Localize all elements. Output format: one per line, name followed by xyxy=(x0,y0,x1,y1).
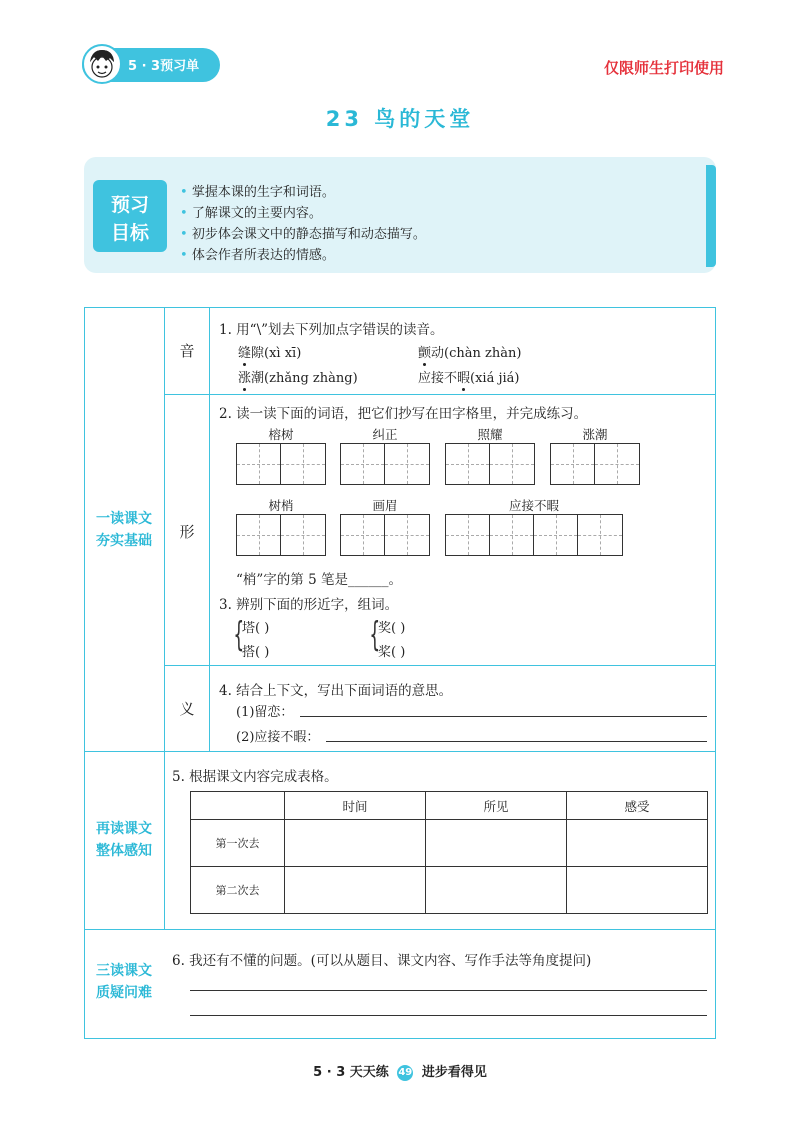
objectives-list xyxy=(180,182,426,266)
row-label: 第一次去 xyxy=(191,820,285,867)
tianzige-box[interactable] xyxy=(236,443,326,485)
word-rest: 动 xyxy=(431,346,445,361)
question-4: 4. 结合上下文，写出下面词语的意思。 xyxy=(219,683,453,699)
objectives-badge xyxy=(93,180,167,252)
question-3: 3. 辨别下面的形近字，组词。 xyxy=(219,597,399,613)
answer-line[interactable] xyxy=(326,741,707,742)
stage2-label-line2: 整体感知 xyxy=(96,843,152,859)
print-note: 仅限师生打印使用 xyxy=(603,59,724,77)
word-label: 画眉 xyxy=(372,498,398,513)
footer-brand: 5 · 3 天天练 xyxy=(313,1065,389,1080)
table-header xyxy=(191,792,285,820)
word-label: 纠正 xyxy=(372,427,398,442)
category-shape: 形 xyxy=(179,523,195,541)
word-label: 树梢 xyxy=(268,498,294,513)
word-label: 涨潮 xyxy=(582,427,608,442)
objective-item: • 体会作者所表达的情感。 xyxy=(180,245,426,266)
category-sound: 音 xyxy=(179,342,195,360)
stroke-question: “梢”字的第 5 笔是______。 xyxy=(236,572,402,588)
dotted-char: 颤 xyxy=(418,346,432,361)
tianzige-box[interactable] xyxy=(236,514,326,556)
badge-line-1: 预习 xyxy=(110,194,149,216)
grid-line xyxy=(164,665,716,666)
stage1-label xyxy=(84,508,164,552)
pinyin-options: (xì xī) xyxy=(264,346,302,361)
objectives-tab xyxy=(706,165,716,267)
similar-char: 桨( ) xyxy=(378,645,406,660)
pinyin-options: (xiá jiá) xyxy=(470,371,520,386)
similar-char: 奖( ) xyxy=(378,621,406,636)
brand-label: 5 · 3预习单 xyxy=(128,59,200,74)
stage1-label-line1: 一读课文 xyxy=(96,511,152,527)
stage2-label xyxy=(84,818,164,862)
cartoon-avatar xyxy=(82,44,122,84)
grid-line xyxy=(84,929,716,930)
table-row xyxy=(191,820,708,867)
table-cell[interactable] xyxy=(426,820,567,867)
badge-line-2: 目标 xyxy=(110,222,149,244)
grid-line xyxy=(84,307,85,1038)
word-rest: 隙 xyxy=(251,346,265,361)
page-title: 23 鸟的天堂 xyxy=(325,107,475,131)
stage3-label-line1: 三读课文 xyxy=(96,963,152,979)
footer xyxy=(0,1061,800,1081)
grid-line xyxy=(84,1038,716,1039)
question-2: 2. 读一读下面的词语，把它们抄写在田字格里，并完成练习。 xyxy=(219,406,588,422)
summary-table xyxy=(190,791,708,914)
answer-line[interactable] xyxy=(190,1015,707,1016)
page-number: 49 xyxy=(397,1065,413,1081)
stage3-label-line2: 质疑问难 xyxy=(96,985,152,1001)
objective-item: • 初步体会课文中的静态描写和动态描写。 xyxy=(180,224,426,245)
word-rest: 潮 xyxy=(251,371,265,386)
word-label: 照耀 xyxy=(477,427,503,442)
stage3-label xyxy=(84,960,164,1004)
grid-line xyxy=(84,751,716,752)
pinyin-item xyxy=(238,367,358,386)
table-cell[interactable] xyxy=(567,820,708,867)
answer-line[interactable] xyxy=(300,716,707,717)
table-cell[interactable] xyxy=(285,820,426,867)
table-cell[interactable] xyxy=(567,867,708,914)
table-cell[interactable] xyxy=(285,867,426,914)
tianzige-box[interactable] xyxy=(340,514,430,556)
answer-line[interactable] xyxy=(190,990,707,991)
question-5: 5. 根据课文内容完成表格。 xyxy=(172,769,338,785)
tianzige-box[interactable] xyxy=(445,514,623,556)
pinyin-item xyxy=(238,342,301,361)
objective-item: • 了解课文的主要内容。 xyxy=(180,203,426,224)
meaning-item: (1)留恋： xyxy=(236,705,294,720)
stage1-label-line2: 夯实基础 xyxy=(96,533,152,549)
row-label: 第二次去 xyxy=(191,867,285,914)
word-label: 榕树 xyxy=(268,427,294,442)
word-rest: 应接不 xyxy=(418,371,458,386)
footer-slogan: 进步看得见 xyxy=(421,1065,487,1080)
similar-char: 塔( ) xyxy=(242,621,270,636)
tianzige-box[interactable] xyxy=(445,443,535,485)
objective-item: • 掌握本课的生字和词语。 xyxy=(180,182,426,203)
brace-icon: { xyxy=(233,615,245,655)
question-1: 1. 用“\”划去下列加点字错误的读音。 xyxy=(219,322,444,338)
meaning-item: (2)应接不暇： xyxy=(236,730,320,745)
pinyin-options: (zhǎng zhàng) xyxy=(264,371,358,386)
dotted-char: 涨 xyxy=(238,371,252,386)
similar-char: 搭( ) xyxy=(242,645,270,660)
stage2-label-line1: 再读课文 xyxy=(96,821,152,837)
tianzige-box[interactable] xyxy=(550,443,640,485)
table-header-row xyxy=(191,792,708,820)
dotted-char: 暇 xyxy=(457,371,471,386)
table-header: 所见 xyxy=(426,792,567,820)
category-meaning: 义 xyxy=(179,700,195,718)
word-label: 应接不暇 xyxy=(508,498,559,513)
brace-icon: { xyxy=(369,615,381,655)
grid-line xyxy=(164,394,716,395)
table-header: 感受 xyxy=(567,792,708,820)
pinyin-options: (chàn zhàn) xyxy=(444,346,522,361)
grid-line xyxy=(715,307,716,1038)
grid-line xyxy=(84,307,716,308)
pinyin-item xyxy=(418,342,521,361)
grid-line xyxy=(164,307,165,929)
table-cell[interactable] xyxy=(426,867,567,914)
table-row xyxy=(191,867,708,914)
tianzige-box[interactable] xyxy=(340,443,430,485)
question-6: 6. 我还有不懂的问题。(可以从题目、课文内容、写作手法等角度提问) xyxy=(172,953,592,969)
table-header: 时间 xyxy=(285,792,426,820)
pinyin-item xyxy=(418,367,520,386)
dotted-char: 缝 xyxy=(238,346,252,361)
